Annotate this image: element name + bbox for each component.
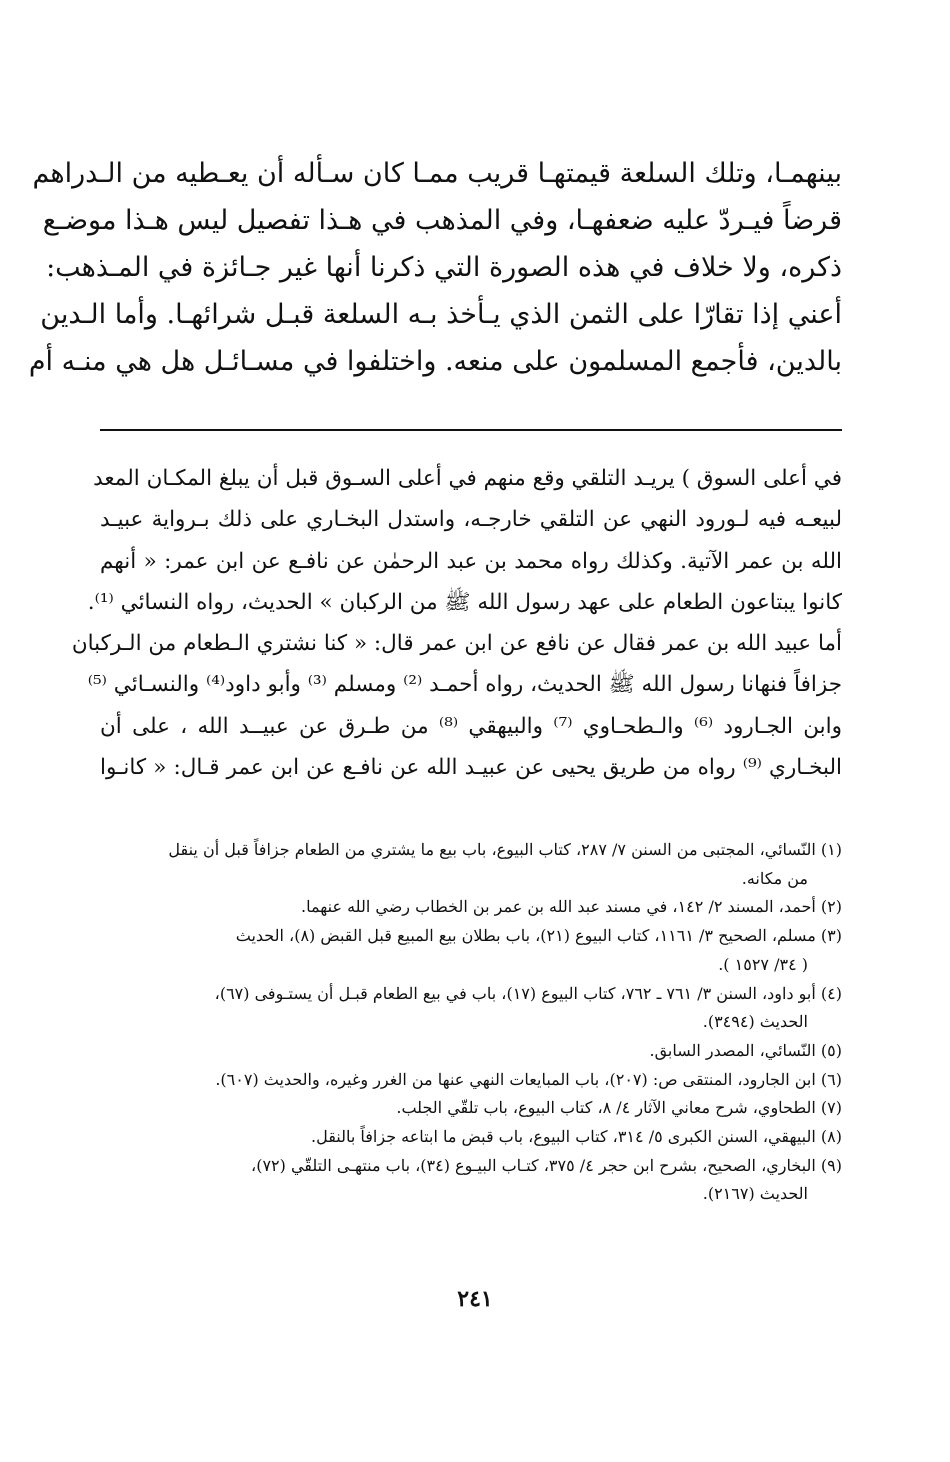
commentary-line: كانوا يبتاعون الطعام على عهد رسول الله ﷺ من الركبان » الحديث، رواه النسائي ⁽¹⁾. — [87, 589, 842, 615]
footnote-7 — [100, 1094, 842, 1123]
page-number: ٢٤١ — [457, 1286, 493, 1312]
footnote-1 — [100, 836, 842, 893]
commentary-line: جزافاً فنهانا رسول الله ﷺ الحديث، رواه أحمـد ⁽²⁾ ومسلم ⁽³⁾ وأبو داود⁽⁴⁾ والنسـائي ⁽⁵⁾ — [87, 672, 842, 698]
footnote-line: الحديث (٣٤٩٤). — [702, 1012, 808, 1032]
footnote-9 — [100, 1152, 842, 1209]
footnote-line: (٤) أبو داود، السنن ٣/ ٧٦١ ـ ٧٦٢، كتاب البيوع (١٧)، باب في بيع الطعام قبـل أن يستـوفى (٦٧)، — [214, 983, 842, 1003]
footnote-2 — [100, 893, 842, 922]
footnote-line: ( ٣٤/ ١٥٢٧ ). — [718, 954, 808, 974]
footnote-line: (٣) مسلم، الصحيح ٣/ ١١٦١، كتاب البيوع (٢١)، باب بطلان بيع المبيع قبل القبض (٨)، الحديث — [235, 926, 842, 946]
footnote-6 — [100, 1066, 842, 1095]
main-text-line: أعني إذا تقارّا على الثمن الذي يـأخذ بـه السلعة قبـل شرائهـا. وأما الـدين — [40, 299, 842, 330]
commentary-line: وابن الجـارود ⁽⁶⁾ والـطحـاوي ⁽⁷⁾ والبيهقي ⁽⁸⁾ من طـرق عن عبيــد الله ، على أن — [100, 713, 843, 739]
footnotes — [100, 836, 842, 1209]
footnote-line: (٦) ابن الجارود، المنتقى ص: (٢٠٧)، باب المبايعات النهي عنها من الغرر وغيره، والحديث (٦٠٧). — [215, 1069, 842, 1089]
commentary-line: لبيعـه فيه لـورود النهي عن التلقي خارجـه، واستدل البخـاري على ذلك بـرواية عبيـد — [100, 507, 842, 533]
main-text — [28, 150, 842, 385]
footnote-line: (١) النّسائي، المجتبى من السنن ٧/ ٢٨٧، كتاب البيوع، باب بيع ما يشتري من الطعام جزافاً قبل أن ينقل — [168, 840, 842, 859]
commentary-line: البخـاري ⁽⁹⁾ رواه من طريق يحيى عن عبيـد الله عن نافـع عن ابن عمر قـال: « كانـوا — [100, 755, 842, 781]
main-text-line: قرضاً فيـردّ عليه ضعفهـا، وفي المذهب في هـذا تفصيل ليس هـذا موضـع — [42, 205, 842, 236]
commentary-line: الله بن عمر الآتية. وكذلك رواه محمد بن عبد الرحمٰن عن نافـع عن ابن عمر: « أنهم — [100, 548, 842, 574]
footnote-line: من مكانه. — [741, 868, 808, 888]
footnote-5 — [100, 1037, 842, 1066]
footnote-line: (٢) أحمد، المسند ٢/ ١٤٢، في مسند عبد الله بن عمر بن الخطاب رضي الله عنهما. — [301, 897, 842, 917]
footnote-line: (٧) الطحاوي، شرح معاني الآثار ٤/ ٨، كتاب البيوع، باب تلقّي الجلب. — [396, 1098, 842, 1118]
commentary-line: في أعلى السوق ) يريـد التلقي وقع منهم في أعلى السـوق قبل أن يبلغ المكـان المعد — [93, 466, 842, 491]
footnote-4 — [100, 980, 842, 1037]
footnote-3 — [100, 922, 842, 979]
main-text-line: بالدين، فأجمع المسلمون على منعه. واختلفوا في مسـائـل هل هي منـه أم — [28, 346, 842, 377]
section-divider — [100, 429, 842, 431]
commentary-text — [71, 458, 843, 788]
main-text-line: ذكره، ولا خلاف في هذه الصورة التي ذكرنا أنها غير جـائزة في المـذهب: — [46, 252, 842, 283]
main-text-line: بينهمـا، وتلك السلعة قيمتهـا قريب ممـا كان سـأله أن يعـطيه من الـدراهم — [32, 158, 842, 189]
footnote-line: (٩) البخاري، الصحيح، بشرح ابن حجر ٤/ ٣٧٥، كتـاب البيـوع (٣٤)، باب منتهـى التلقّي (٧٢)، — [251, 1155, 842, 1175]
footnote-line: (٥) النّسائي، المصدر السابق. — [649, 1040, 842, 1060]
commentary-line: أما عبيد الله بن عمر فقال عن نافع عن ابن عمر قال: « كنا نشتري الـطعام من الـركبان — [71, 631, 842, 657]
footnote-line: (٨) البيهقي، السنن الكبرى ٥/ ٣١٤، كتاب البيوع، باب قبض ما ابتاعه جزافاً بالنقل. — [310, 1127, 842, 1147]
footnote-line: الحديث (٢١٦٧). — [702, 1184, 808, 1204]
footnote-8 — [100, 1123, 842, 1152]
